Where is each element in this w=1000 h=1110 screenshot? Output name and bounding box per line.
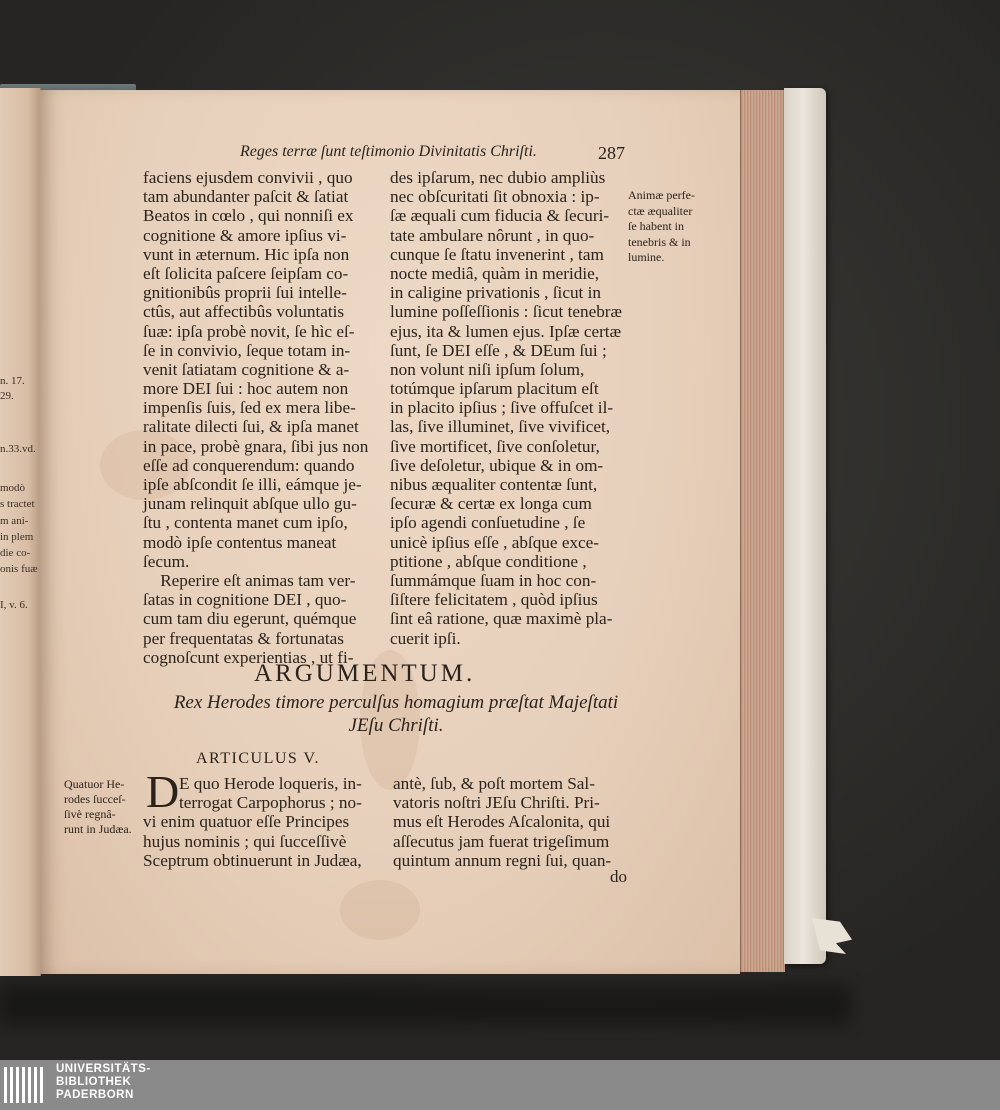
- text-line: nec obſcuritati ſit obnoxia : ip-: [390, 187, 600, 207]
- text-line: nibus æqualiter contentæ ſunt,: [390, 475, 598, 494]
- text-line: des ipſarum, nec dubio ampliùs: [390, 168, 606, 187]
- text-line: non volunt niſi ipſum ſolum,: [390, 359, 585, 379]
- text-line: more DEI ſui : hoc autem non: [143, 379, 349, 399]
- book-back-board: [784, 88, 826, 964]
- marginal-note-line: ſe habent in: [628, 219, 684, 233]
- text-line: ptitione , abſque conditione ,: [390, 551, 587, 571]
- left-margin-fragment: onis fuæ: [0, 563, 38, 575]
- text-line: tam abundanter paſcit & ſatiat: [143, 187, 349, 207]
- text-line: gnitionibûs proprii ſui intelle-: [143, 283, 347, 303]
- marginal-note-line: rodes ſucceſ-: [64, 792, 126, 806]
- argument-subtitle: [166, 691, 626, 737]
- text-column-left: [143, 168, 379, 667]
- library-name-line: BIBLIOTHEK: [56, 1076, 132, 1088]
- text-line: ctûs, aut affectibûs voluntatis: [143, 302, 345, 322]
- text-line: hujus nominis ; qui ſucceſſivè: [143, 831, 347, 851]
- library-name-line: PADERBORN: [56, 1089, 134, 1101]
- text-line: cognitione & amore ipſius vi-: [143, 225, 347, 245]
- text-line: ſiſtere felicitatem , quòd ipſius: [390, 590, 598, 610]
- text-line: terrogat Carpophorus ; no-: [179, 793, 362, 813]
- article-heading: ARTICULUS V.: [196, 750, 321, 767]
- text-line: cum tam diu egerunt, quémque: [143, 609, 357, 629]
- text-line: venit ſatiatam cognitione & a-: [143, 359, 350, 379]
- text-line: Sceptrum obtinuerunt in Judæa,: [143, 850, 362, 870]
- argument-subtitle-line: Rex Herodes timore perculſus homagium præſtat Majeſtati: [173, 692, 619, 713]
- marginal-note-right: [628, 188, 695, 266]
- text-line: ſecuræ & certæ ex longa cum: [390, 494, 592, 514]
- text-line: ſive deſoletur, ubique & in om-: [390, 455, 604, 475]
- text-line: ſatas in cognitione DEI , quo-: [143, 590, 347, 610]
- text-line: lumine poſſeſſionis : ſicut tenebræ: [390, 302, 622, 322]
- marginal-note-line: Quatuor He-: [64, 777, 125, 791]
- text-column-right: [390, 168, 628, 648]
- left-margin-fragment: in plem: [0, 531, 34, 543]
- text-line: tate ambulare nôrunt , in quo-: [390, 225, 595, 245]
- left-margin-fragment: 29.: [0, 390, 14, 402]
- text-line: in caligine privationis , ſicut in: [390, 283, 601, 303]
- text-line: ſtu , contenta manet cum ipſo,: [143, 513, 348, 533]
- text-line: in pace, probè gnara, ſibi jus non: [143, 436, 369, 456]
- text-line: eſt ſolicita paſcere ſeipſam co-: [143, 263, 349, 283]
- text-line: ſuæ: ipſa probè novit, ſe hìc eſ-: [143, 321, 355, 341]
- text-line: ipſe abſcondit ſe illi, eámque je-: [143, 475, 362, 494]
- text-line: vunt in æternum. Hic ipſa non: [143, 244, 350, 264]
- text-line: E quo Herode loqueris, in-: [179, 774, 362, 793]
- text-line: nocte mediâ, quàm in meridie,: [390, 263, 600, 283]
- left-margin-fragment: s tractet: [0, 498, 35, 510]
- text-line: ſummámque ſuam in hoc con-: [390, 570, 597, 590]
- text-line: in placito ipſius ; ſive offuſcet il-: [390, 398, 614, 418]
- left-margin-fragment: modò: [0, 482, 26, 494]
- left-margin-fragment: n.33.vd.: [0, 443, 36, 455]
- text-line: cuerit ipſi.: [390, 628, 461, 648]
- text-line: quintum annum regni ſui, quan-: [393, 850, 612, 870]
- marginal-note-line: tenebris & in: [628, 234, 691, 249]
- text-line: ſunt, ſe DEI eſſe , & DEum ſui ;: [390, 340, 607, 360]
- marginal-note-line: runt in Judæa.: [64, 822, 132, 836]
- text-line: cunque ſe ſtatu invenerint , tam: [390, 244, 604, 264]
- text-line: las, ſive illuminet, ſive vivificet,: [390, 417, 611, 437]
- text-line: junam relinquit abſque ullo gu-: [143, 494, 357, 514]
- text-line: faciens ejusdem convivii , quo: [143, 168, 353, 187]
- library-name-line: UNIVERSITÄTS-: [56, 1063, 151, 1075]
- page-stain: [340, 880, 420, 940]
- text-line: ſecum.: [143, 551, 190, 571]
- text-column-left: [143, 774, 379, 870]
- text-line: ſint eâ ratione, quæ maximè pla-: [390, 609, 613, 629]
- drop-cap: D: [146, 766, 180, 817]
- marginal-note-left: [64, 777, 132, 837]
- text-line: Reperire eſt animas tam ver-: [143, 570, 356, 590]
- text-line: Beatos in cœlo , qui nonniſi ex: [143, 206, 354, 226]
- left-margin-fragment: n. 17.: [0, 375, 25, 387]
- page-edges: [740, 90, 785, 972]
- marginal-note-line: Animæ perfe-: [628, 188, 695, 202]
- text-line: eſſe ad conquerendum: quando: [143, 455, 355, 475]
- text-column-right: [393, 774, 629, 870]
- running-title: Reges terræ ſunt teſtimonio Divinitatis Chriſti.: [240, 143, 537, 160]
- text-line: ejus, ita & lumen ejus. Ipſæ certæ: [390, 321, 622, 341]
- text-line: ſæ æquali cum fiducia & ſecuri-: [390, 206, 610, 226]
- text-line: antè, ſub, & poſt mortem Sal-: [393, 774, 595, 793]
- text-line: ſe in convivio, ſeque totam in-: [143, 340, 351, 360]
- text-line: ſive mortificet, ſive conſoletur,: [390, 436, 600, 456]
- text-line: modò ipſe contentus maneat: [143, 532, 337, 552]
- text-line: ipſo agendi conſuetudine , ſe: [390, 513, 586, 533]
- argument-subtitle-line: JEſu Chriſti.: [348, 715, 444, 736]
- marginal-note-line: ſivè regnâ-: [64, 807, 116, 821]
- page-number: 287: [598, 143, 625, 163]
- text-line: aſſecutus jam fuerat trigeſimum: [393, 831, 610, 851]
- left-margin-fragment: m ani-: [0, 515, 29, 527]
- marginal-note-line: ctæ æqualiter: [628, 203, 693, 218]
- text-line: ralitate dilecti ſui, & ipſa manet: [143, 417, 359, 437]
- text-line: vi enim quatuor eſſe Principes: [143, 812, 350, 832]
- marginal-note-line: lumine.: [628, 250, 665, 264]
- library-logo-icon: [0, 1061, 50, 1109]
- catchword: do: [610, 867, 627, 886]
- text-line: mus eſt Herodes Aſcalonita, qui: [393, 812, 611, 832]
- text-line: totúmque ipſarum placitum eſt: [390, 379, 599, 399]
- text-line: impenſis ſuis, ſed ex mera libe-: [143, 398, 356, 418]
- text-line: vatoris noſtri JEſu Chriſti. Pri-: [393, 793, 600, 813]
- text-line: unicè ipſius eſſe , abſque exce-: [390, 532, 600, 552]
- text-line: cognoſcunt experientias , ut fi-: [143, 647, 354, 667]
- book-shadow: [0, 985, 850, 1025]
- argument-title: ARGUMENTUM.: [254, 660, 476, 687]
- library-name: [56, 1063, 151, 1102]
- text-line: per frequentatas & fortunatas: [143, 628, 344, 648]
- left-margin-fragment: die co-: [0, 547, 31, 559]
- left-margin-fragment: I, v. 6.: [0, 599, 28, 611]
